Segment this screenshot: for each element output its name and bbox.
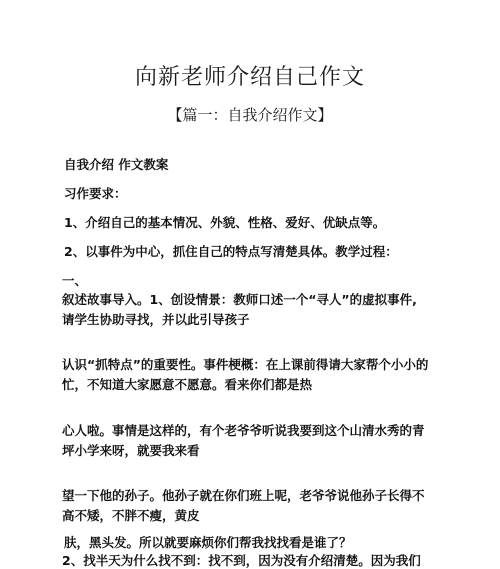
text-line: 坪小学来呀，就要我来看 bbox=[62, 443, 200, 458]
text-line: 1、介绍自己的基本情况、外貌、性格、爱好、优缺点等。 bbox=[64, 215, 386, 230]
text-line: 一、 bbox=[62, 273, 88, 288]
text-line: 望一下他的孙子。他孙子就在你们班上呢，老爷爷说他孙子长得不 bbox=[62, 488, 425, 503]
text-line: 高不矮，不胖不瘦，黄皮 bbox=[62, 508, 200, 523]
text-line: 习作要求： bbox=[64, 186, 127, 201]
text-line: 请学生协助寻找，并以此引导孩子 bbox=[62, 312, 250, 327]
text-line: 忙，不知道大家愿意不愿意。看来你们都是热 bbox=[62, 377, 313, 392]
text-line: 肤，黑头发。所以就要麻烦你们帮我找找看是谁了？ bbox=[64, 535, 352, 550]
text-line: 2、以事件为中心，抓住自己的特点写清楚具体。教学过程： bbox=[64, 244, 398, 259]
text-line: 心人啦。事情是这样的，有个老爷爷听说我要到这个山清水秀的青 bbox=[62, 423, 425, 438]
text-line: 2、找半天为什么找不到：找不到，因为没有介绍清楚。因为我们 bbox=[62, 553, 421, 568]
document-title: 向新老师介绍自己作文 bbox=[134, 65, 365, 90]
document-subtitle: 【篇一：自我介绍作文】 bbox=[167, 106, 333, 124]
text-line: 叙述故事导入。1、创设情景：教师口述一个“寻人”的虚拟事件, bbox=[62, 292, 417, 307]
text-line: 认识“抓特点”的重要性。事件梗概：在上课前得请大家帮个小小的 bbox=[62, 357, 429, 372]
text-line: 自我介绍 作文教案 bbox=[64, 157, 169, 172]
